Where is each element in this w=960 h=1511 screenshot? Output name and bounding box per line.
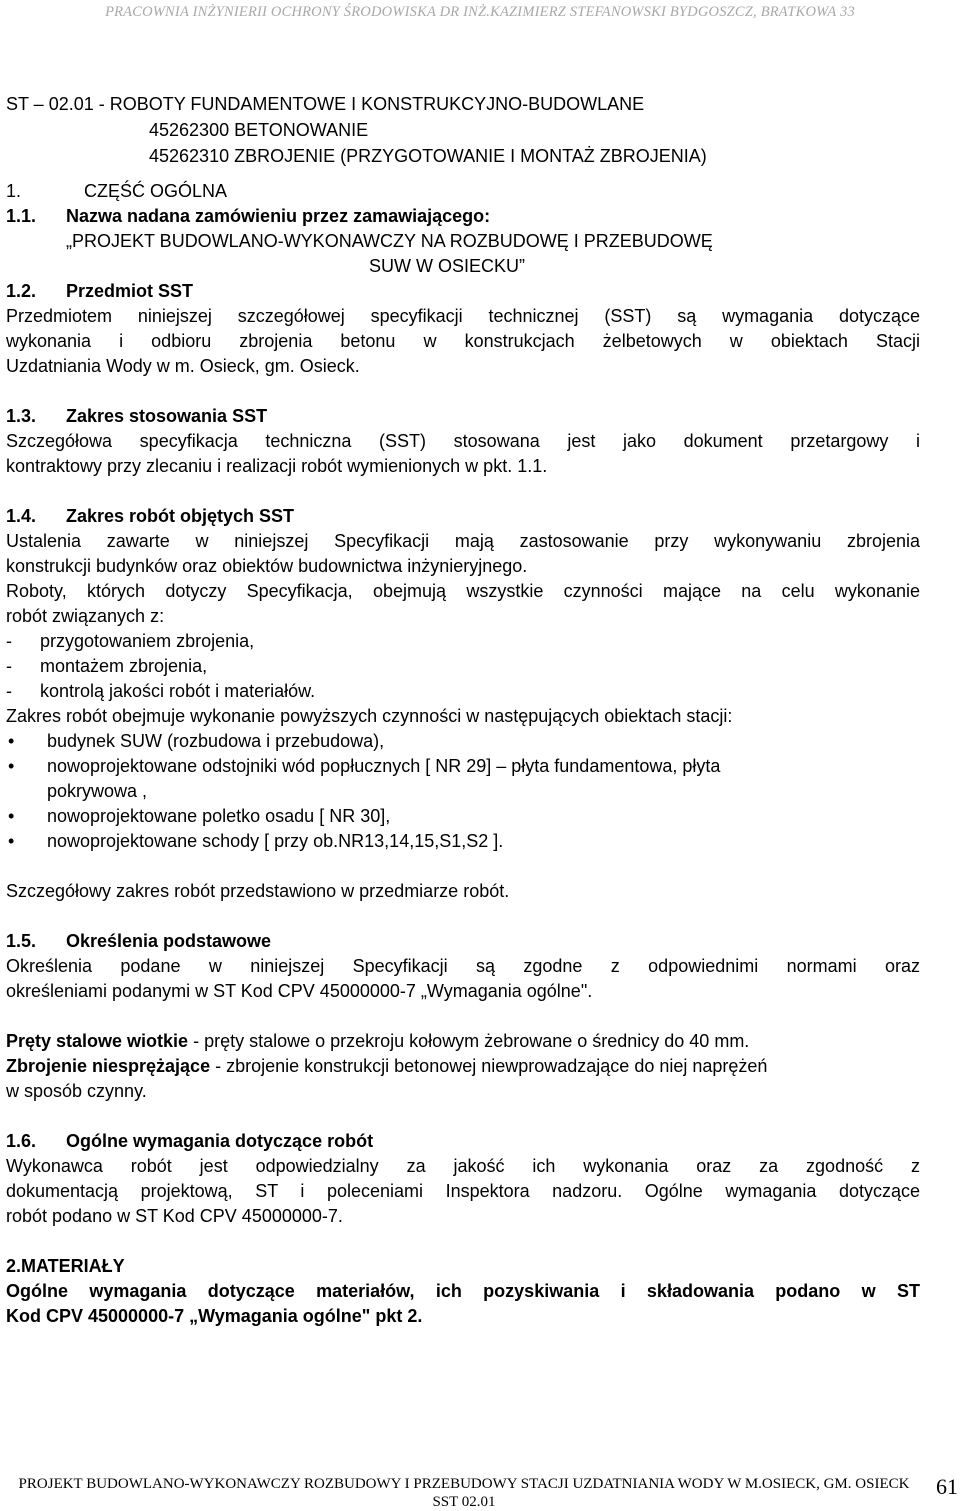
section-number: 1.4. <box>6 506 37 526</box>
section-1-4-heading <box>6 504 920 529</box>
section-1-heading <box>6 179 920 204</box>
definition-line <box>6 1054 920 1079</box>
section-title: Określenia podstawowe <box>66 931 272 951</box>
bullet-list-item: • nowoprojektowane odstojniki wód popłucznych [ NR 29] – płyta fundamentowa, płyta <box>6 754 920 779</box>
section-title: Ogólne wymagania dotyczące robót <box>66 1131 374 1151</box>
definition-text: - pręty stalowe o przekroju kołowym żebrowane o średnicy do 40 mm. <box>188 1031 750 1051</box>
section-title: Zakres robót objętych SST <box>66 506 295 526</box>
paragraph-line: kontraktowy przy zlecaniu i realizacji robót wymienionych w pkt. 1.1. <box>6 456 548 476</box>
bullet-list-item-continued: pokrywowa , <box>47 781 148 801</box>
bold-paragraph-line: Kod CPV 45000000-7 „Wymagania ogólne" pkt 2. <box>6 1306 423 1326</box>
paragraph-line: wykonania i odbioru zbrojenia betonu w konstrukcjach żelbetowych w obiektach Stacji <box>6 331 920 351</box>
paragraph-line: Określenia podane w niniejszej Specyfikacji są zgodne z odpowiednimi normami oraz <box>6 956 920 976</box>
paragraph-line: konstrukcji budynków oraz obiektów budownictwa inżynieryjnego. <box>6 556 528 576</box>
paragraph-line: robót podano w ST Kod CPV 45000000-7. <box>6 1206 343 1226</box>
document-body <box>6 92 920 1329</box>
dash-list-item: - montażem zbrojenia, <box>6 656 208 676</box>
paragraph-line: Ustalenia zawarte w niniejszej Specyfikacji mają zastosowanie przy wykonywaniu zbrojenia <box>6 531 920 551</box>
section-number: 1.5. <box>6 931 37 951</box>
section-title: CZĘŚĆ OGÓLNA <box>84 181 228 201</box>
section-1-3-heading <box>6 404 920 429</box>
project-name-line-1: „PROJEKT BUDOWLANO-WYKONAWCZY NA ROZBUDOWĘ I PRZEBUDOWĘ <box>66 231 713 251</box>
definition-continued: w sposób czynny. <box>6 1081 147 1101</box>
dash-list-item: - kontrolą jakości robót i materiałów. <box>6 681 316 701</box>
section-1-1-heading <box>6 204 920 229</box>
paragraph-line: Szczegółowy zakres robót przedstawiono w przedmiarze robót. <box>6 881 510 901</box>
section-1-6-heading <box>6 1129 920 1154</box>
footer-line-1: PROJEKT BUDOWLANO-WYKONAWCZY ROZBUDOWY I PRZEBUDOWY STACJI UZDATNIANIA WODY W M.OSIECK, GM. OSIECK <box>18 1476 910 1492</box>
section-1-2-heading <box>6 279 920 304</box>
page-footer <box>14 1475 914 1511</box>
section-title: Zakres stosowania SST <box>66 406 268 426</box>
definition-text: - zbrojenie konstrukcji betonowej niewprowadzające do niej naprężeń <box>210 1056 768 1076</box>
title-line-2: 45262300 BETONOWANIE <box>149 120 369 140</box>
paragraph-line: Przedmiotem niniejszej szczegółowej specyfikacji technicznej (SST) są wymagania dotyczące <box>6 306 920 326</box>
paragraph-line: Szczegółowa specyfikacja techniczna (SST) stosowana jest jako dokument przetargowy i <box>6 431 920 451</box>
definition-line <box>6 1029 920 1054</box>
paragraph-line: Zakres robót obejmuje wykonanie powyższych czynności w następujących obiektach stacji: <box>6 706 733 726</box>
bullet-list-item: • nowoprojektowane schody [ przy ob.NR13,14,15,S1,S2 ]. <box>6 829 920 854</box>
section-title: Przedmiot SST <box>66 281 194 301</box>
section-number: 1.6. <box>6 1131 37 1151</box>
project-name-line-2: SUW W OSIECKU” <box>369 256 525 276</box>
paragraph-line: określeniami podanymi w ST Kod CPV 45000000-7 „Wymagania ogólne". <box>6 981 593 1001</box>
title-line-1: ST – 02.01 - ROBOTY FUNDAMENTOWE I KONSTRUKCYJNO-BUDOWLANE <box>6 94 645 114</box>
bullet-list-item: • budynek SUW (rozbudowa i przebudowa), <box>6 729 920 754</box>
paragraph-line: robót związanych z: <box>6 606 165 626</box>
section-number: 1.2. <box>6 281 37 301</box>
page-header: PRACOWNIA INŻYNIERII OCHRONY ŚRODOWISKA DR INŻ.KAZIMIERZ STEFANOWSKI BYDGOSZCZ, BRATKOWA 33 <box>105 4 855 20</box>
page-number: 61 <box>936 1474 958 1499</box>
paragraph-line: dokumentacją projektową, ST i poleceniami Inspektora nadzoru. Ogólne wymagania dotyczące <box>6 1181 920 1201</box>
definition-term: Zbrojenie niesprężające <box>6 1056 211 1076</box>
title-line-3: 45262310 ZBROJENIE (PRZYGOTOWANIE I MONTAŻ ZBROJENIA) <box>149 146 707 166</box>
bullet-list-item: • nowoprojektowane poletko osadu [ NR 30], <box>6 804 920 829</box>
section-number: 1. <box>6 181 22 201</box>
paragraph-line: Uzdatniania Wody w m. Osieck, gm. Osieck. <box>6 356 360 376</box>
section-number: 1.3. <box>6 406 37 426</box>
section-title: Nazwa nadana zamówieniu przez zamawiającego: <box>66 206 491 226</box>
section-2-heading: 2.MATERIAŁY <box>6 1256 125 1276</box>
document-title <box>6 92 920 170</box>
section-number: 1.1. <box>6 206 37 226</box>
bold-paragraph-line: Ogólne wymagania dotyczące materiałów, ich pozyskiwania i składowania podano w ST <box>6 1281 920 1301</box>
paragraph-line: Roboty, których dotyczy Specyfikacja, obejmują wszystkie czynności mające na celu wykonanie <box>6 581 920 601</box>
dash-list-item: - przygotowaniem zbrojenia, <box>6 631 255 651</box>
definition-term: Pręty stalowe wiotkie <box>6 1031 189 1051</box>
section-1-5-heading <box>6 929 920 954</box>
footer-line-2: SST 02.01 <box>432 1494 496 1510</box>
paragraph-line: Wykonawca robót jest odpowiedzialny za jakość ich wykonania oraz za zgodność z <box>6 1156 920 1176</box>
